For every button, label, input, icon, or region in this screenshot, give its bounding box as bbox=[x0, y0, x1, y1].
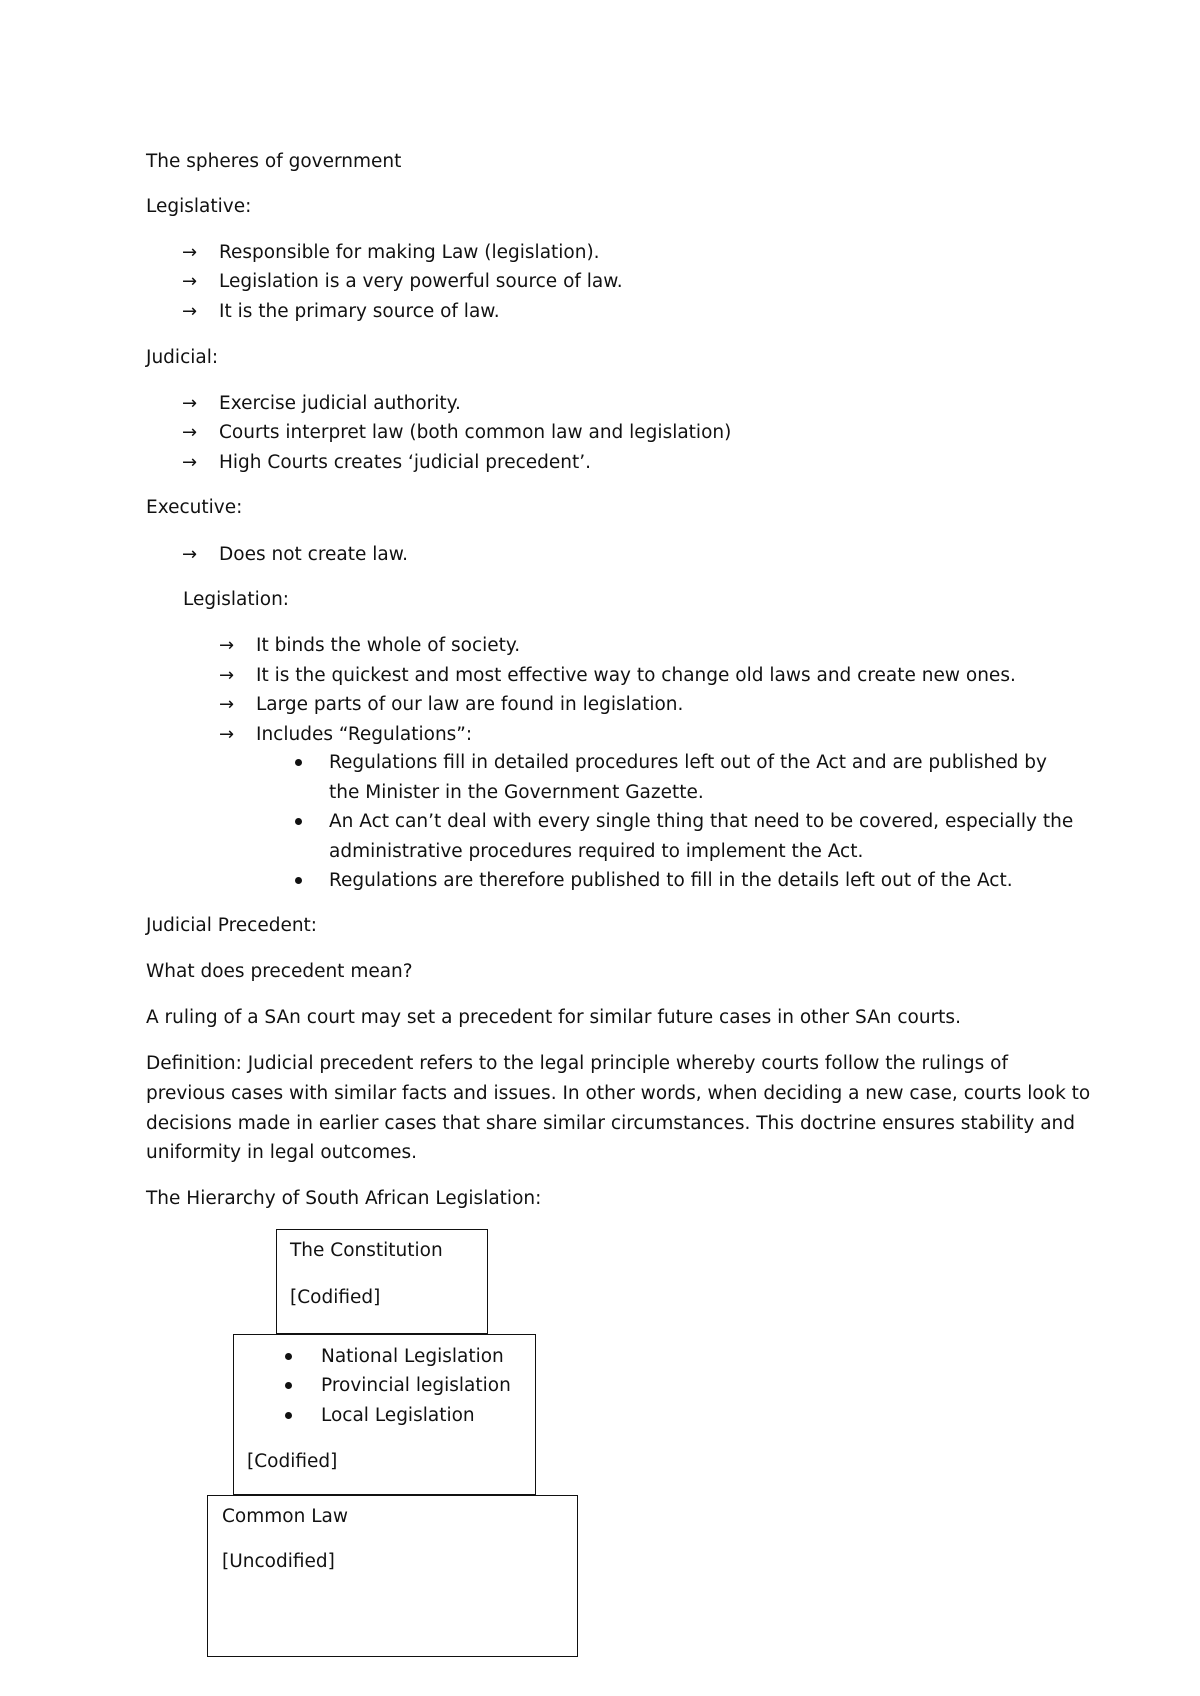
legislation-tag: [Codified] bbox=[247, 1451, 338, 1472]
list-item: Large parts of our law are found in legislation. bbox=[256, 694, 684, 715]
precedent-ruling: A ruling of a SAn court may set a precedent for similar future cases in other SAn courts. bbox=[146, 1007, 961, 1028]
legislation-box bbox=[233, 1334, 536, 1495]
list-item: Legislation is a very powerful source of law. bbox=[219, 271, 623, 292]
definition-line: Definition: Judicial precedent refers to the legal principle whereby courts follow the rulings of bbox=[146, 1053, 1008, 1074]
bullet-icon bbox=[295, 759, 302, 766]
section-heading-hierarchy: The Hierarchy of South African Legislation: bbox=[146, 1188, 542, 1209]
arrow-bullet-icon: → bbox=[219, 694, 235, 715]
arrow-bullet-icon: → bbox=[182, 271, 198, 292]
list-item: Includes “Regulations”: bbox=[256, 724, 473, 745]
list-item: It is the primary source of law. bbox=[219, 301, 500, 322]
arrow-bullet-icon: → bbox=[182, 452, 198, 473]
sub-list-item: Regulations fill in detailed procedures left out of the Act and are published by bbox=[329, 752, 1047, 773]
definition-line: previous cases with similar facts and issues. In other words, when deciding a new case, courts look to bbox=[146, 1083, 1091, 1104]
arrow-bullet-icon: → bbox=[182, 301, 198, 322]
common-law-tag: [Uncodified] bbox=[222, 1551, 335, 1572]
list-item: Does not create law. bbox=[219, 544, 409, 565]
arrow-bullet-icon: → bbox=[182, 393, 198, 414]
section-heading-judicial: Judicial: bbox=[146, 347, 219, 368]
sub-list-item-continuation: the Minister in the Government Gazette. bbox=[329, 782, 704, 803]
sub-list-item-continuation: administrative procedures required to implement the Act. bbox=[329, 841, 864, 862]
arrow-bullet-icon: → bbox=[219, 665, 235, 686]
precedent-question: What does precedent mean? bbox=[146, 961, 413, 982]
list-item: It is the quickest and most effective way to change old laws and create new ones. bbox=[256, 665, 1016, 686]
common-law-title: Common Law bbox=[222, 1506, 348, 1527]
section-heading-precedent: Judicial Precedent: bbox=[146, 915, 318, 936]
legislation-level-item: Local Legislation bbox=[321, 1405, 475, 1426]
list-item: It binds the whole of society. bbox=[256, 635, 521, 656]
legislation-level-item: National Legislation bbox=[321, 1346, 504, 1367]
legislation-level-item: Provincial legislation bbox=[321, 1375, 511, 1396]
constitution-tag: [Codified] bbox=[290, 1287, 381, 1308]
bullet-icon bbox=[295, 877, 302, 884]
constitution-box bbox=[276, 1229, 488, 1334]
page-title: The spheres of government bbox=[146, 151, 402, 172]
arrow-bullet-icon: → bbox=[182, 242, 198, 263]
bullet-icon bbox=[285, 1412, 292, 1419]
list-item: Responsible for making Law (legislation). bbox=[219, 242, 600, 263]
section-heading-legislation: Legislation: bbox=[183, 589, 290, 610]
arrow-bullet-icon: → bbox=[182, 544, 198, 565]
arrow-bullet-icon: → bbox=[219, 724, 235, 745]
arrow-bullet-icon: → bbox=[219, 635, 235, 656]
list-item: Courts interpret law (both common law and legislation) bbox=[219, 422, 732, 443]
bullet-icon bbox=[285, 1353, 292, 1360]
common-law-box bbox=[207, 1495, 578, 1657]
list-item: Exercise judicial authority. bbox=[219, 393, 461, 414]
sub-list-item: An Act can’t deal with every single thing that need to be covered, especially the bbox=[329, 811, 1074, 832]
definition-line: uniformity in legal outcomes. bbox=[146, 1142, 418, 1163]
constitution-title: The Constitution bbox=[290, 1240, 443, 1261]
bullet-icon bbox=[285, 1382, 292, 1389]
section-heading-legislative: Legislative: bbox=[146, 196, 252, 217]
sub-list-item: Regulations are therefore published to fill in the details left out of the Act. bbox=[329, 870, 1013, 891]
definition-line: decisions made in earlier cases that share similar circumstances. This doctrine ensures stability and bbox=[146, 1113, 1076, 1134]
list-item: High Courts creates ‘judicial precedent’. bbox=[219, 452, 592, 473]
arrow-bullet-icon: → bbox=[182, 422, 198, 443]
bullet-icon bbox=[295, 818, 302, 825]
section-heading-executive: Executive: bbox=[146, 497, 243, 518]
